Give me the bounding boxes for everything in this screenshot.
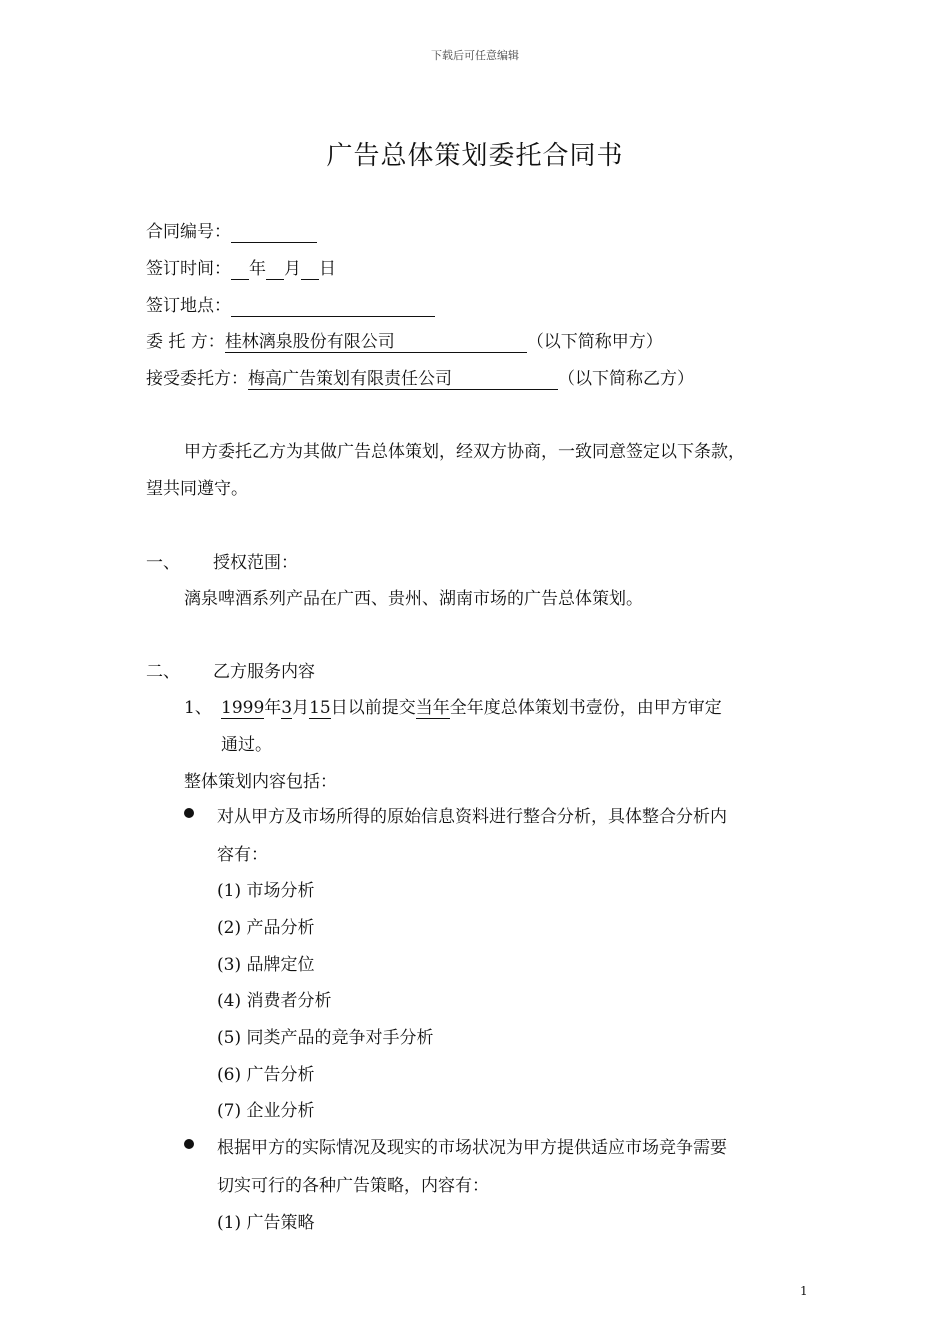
analysis-item: (2) 产品分析 — [217, 918, 315, 938]
bullet-1-icon — [184, 808, 194, 818]
client-name: 桂林漓泉股份有限公司 — [225, 334, 527, 353]
item-1-current-year: 当年 — [415, 698, 450, 718]
month-label: 月 — [284, 259, 301, 279]
item-1-day: 15 — [309, 698, 331, 718]
strategy-item: (1) 广告策略 — [217, 1213, 315, 1233]
agent-row — [146, 364, 694, 390]
document-title: 广告总体策划委托合同书 — [326, 141, 624, 171]
bullet-1-line-2: 容有： — [217, 845, 268, 865]
analysis-item: (3) 品牌定位 — [217, 955, 315, 975]
contract-number-blank — [231, 224, 317, 243]
item-1-month-unit: 月 — [292, 698, 310, 718]
sign-place-label: 签订地点： — [146, 296, 231, 316]
analysis-item: (1) 市场分析 — [217, 881, 315, 901]
sign-time-row — [146, 254, 336, 280]
analysis-item: (6) 广告分析 — [217, 1065, 315, 1085]
year-label: 年 — [249, 259, 266, 279]
bullet-1-line-1: 对从甲方及市场所得的原始信息资料进行整合分析，具体整合分析内 — [217, 807, 727, 827]
agent-note: （以下简称乙方） — [558, 369, 694, 389]
bullet-2-icon — [184, 1139, 194, 1149]
year-blank — [231, 261, 249, 280]
page-number: 1 — [800, 1284, 808, 1298]
item-1-text-continued: 通过。 — [221, 735, 272, 755]
section-2-number: 二、 — [146, 662, 180, 682]
item-1-text-a: 日以前提交 — [330, 698, 416, 718]
item-1-text — [221, 693, 722, 719]
content-intro: 整体策划内容包括： — [184, 772, 337, 792]
bullet-2-line-1: 根据甲方的实际情况及现实的市场状况为甲方提供适应市场竞争需要 — [217, 1138, 727, 1158]
agent-label: 接受委托方： — [146, 369, 248, 389]
client-row — [146, 327, 663, 353]
day-label: 日 — [319, 259, 336, 279]
contract-number-label: 合同编号： — [146, 222, 231, 242]
sign-place-blank — [231, 298, 435, 317]
sign-time-label: 签订时间： — [146, 259, 231, 279]
sign-place-row — [146, 291, 435, 317]
section-1-body: 漓泉啤酒系列产品在广西、贵州、湖南市场的广告总体策划。 — [184, 589, 643, 609]
client-note: （以下简称甲方） — [526, 332, 663, 352]
intro-line-2: 望共同遵守。 — [146, 479, 248, 499]
analysis-item: (5) 同类产品的竞争对手分析 — [217, 1028, 434, 1048]
client-label: 委 托 方： — [146, 332, 225, 352]
item-1-year-unit: 年 — [264, 698, 282, 718]
section-1-title: 授权范围： — [213, 553, 298, 573]
item-1-month: 3 — [281, 698, 293, 718]
section-1-number: 一、 — [146, 553, 180, 573]
contract-number-row — [146, 217, 317, 243]
intro-line-1: 甲方委托乙方为其做广告总体策划，经双方协商，一致同意签定以下条款， — [184, 442, 745, 462]
month-blank — [266, 261, 284, 280]
item-1-year: 1999 — [221, 698, 265, 718]
agent-name: 梅高广告策划有限责任公司 — [248, 371, 558, 390]
item-1-number: 1、 — [184, 698, 212, 718]
analysis-item: (4) 消费者分析 — [217, 991, 332, 1011]
day-blank — [301, 261, 319, 280]
section-2-title: 乙方服务内容 — [213, 662, 315, 682]
analysis-item: (7) 企业分析 — [217, 1101, 315, 1121]
item-1-text-b: 全年度总体策划书壹份，由甲方审定 — [449, 698, 722, 718]
bullet-2-line-2: 切实可行的各种广告策略，内容有： — [217, 1176, 489, 1196]
page-header: 下载后可任意编辑 — [431, 49, 519, 62]
